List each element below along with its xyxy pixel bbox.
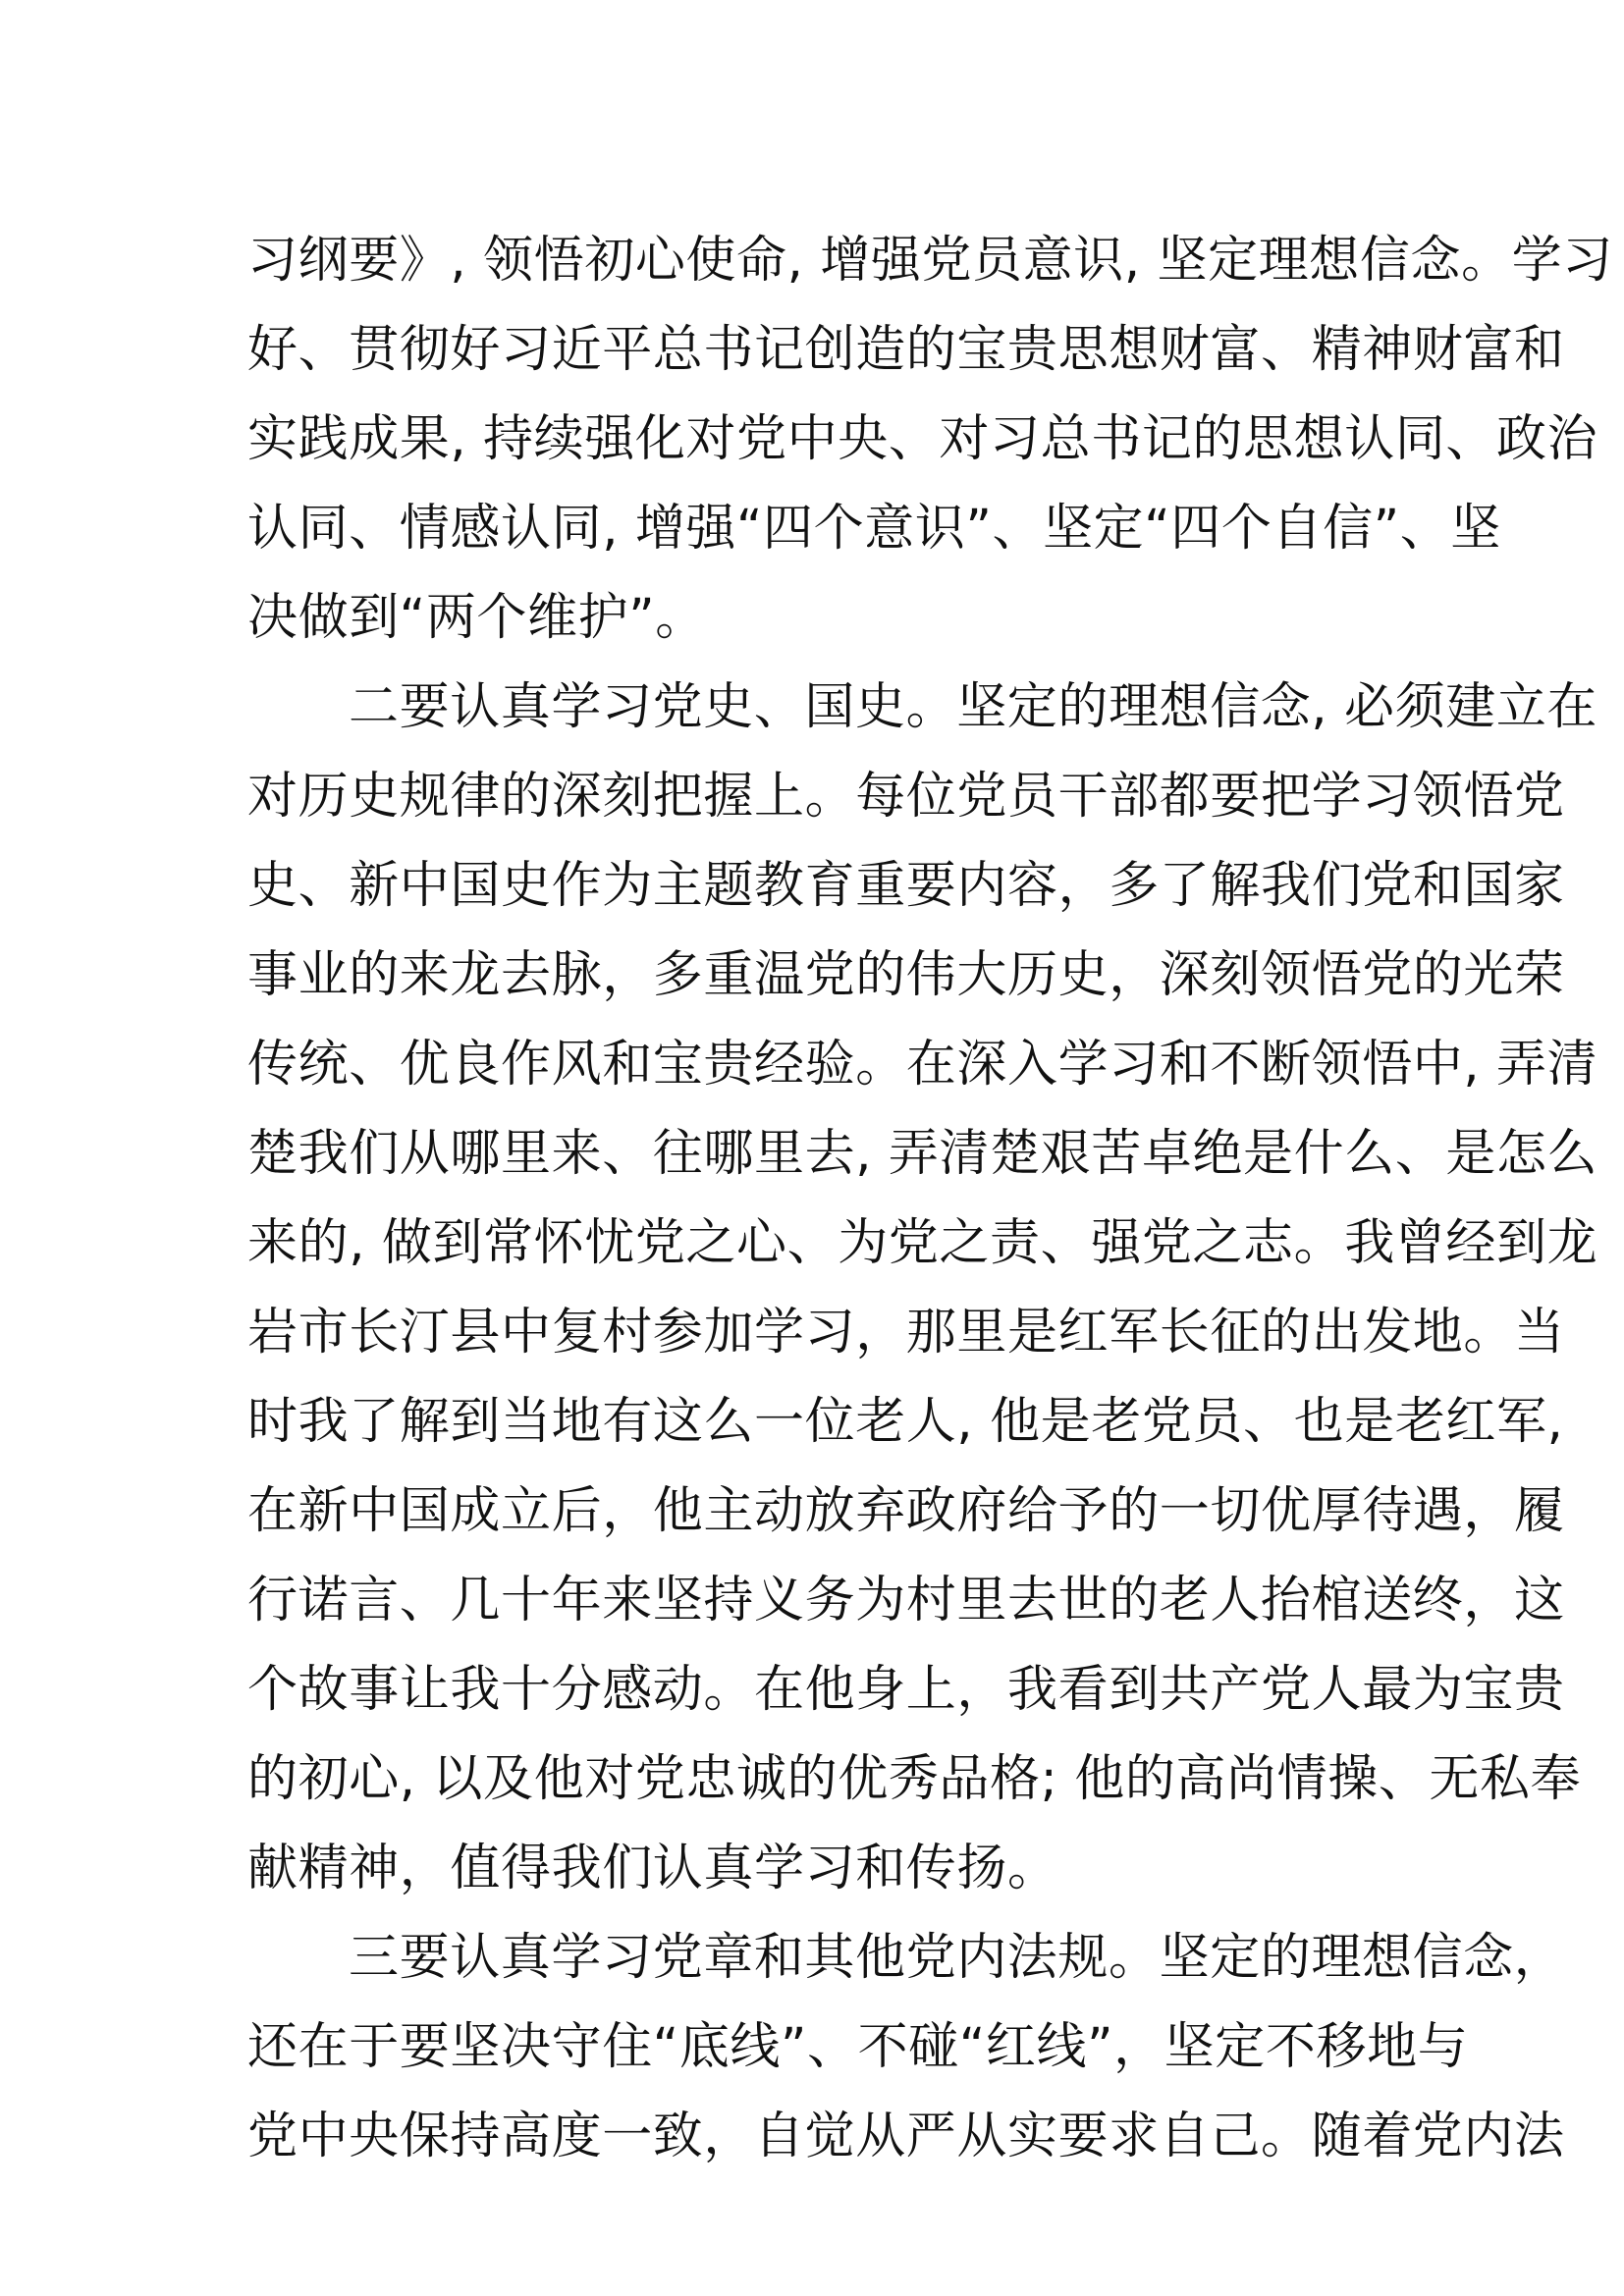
text-line: 个故事让我十分感动。在他身上，我看到共产党人最为宝贵 — [247, 1661, 1565, 1719]
paragraph-party-constitution — [247, 1913, 1565, 2181]
text-line: 实践成果, 持续强化对党中央、对习总书记的思想认同、政治 — [247, 410, 1598, 468]
text-line: 的初心, 以及他对党忠诚的优秀品格; 他的高尚情操、无私奉 — [247, 1750, 1582, 1808]
text-line: 行诺言、几十年来坚持义务为村里去世的老人抬棺送终，这 — [247, 1572, 1565, 1629]
text-line: 史、新中国史作为主题教育重要内容，多了解我们党和国家 — [247, 857, 1565, 915]
text-line: 好、贯彻好习近平总书记创造的宝贵思想财富、精神财富和 — [247, 321, 1565, 379]
text-line: 习纲要》, 领悟初心使命, 增强党员意识, 坚定理想信念。学习 — [247, 232, 1613, 290]
text-line: 决做到“两个维护”。 — [247, 589, 706, 647]
paragraph-party-history — [247, 663, 1598, 1913]
text-line: 认同、情感认同, 增强“四个意识”、坚定“四个自信”、坚 — [247, 500, 1501, 558]
paragraph-continued — [247, 216, 1613, 663]
text-line: 还在于要坚决守住“底线”、不碰“红线”，坚定不移地与 — [247, 2018, 1469, 2076]
text-line: 在新中国成立后，他主动放弃政府给予的一切优厚待遇，履 — [247, 1482, 1565, 1540]
text-line: 岩市长汀县中复村参加学习，那里是红军长征的出发地。当 — [247, 1304, 1565, 1362]
text-line: 对历史规律的深刻把握上。每位党员干部都要把学习领悟党 — [247, 768, 1565, 826]
text-line: 事业的来龙去脉，多重温党的伟大历史，深刻领悟党的光荣 — [247, 946, 1565, 1004]
body-text — [247, 216, 1613, 2181]
text-line: 三要认真学习党章和其他党内法规。坚定的理想信念， — [349, 1929, 1565, 1987]
text-line: 时我了解到当地有这么一位老人, 他是老党员、也是老红军, — [247, 1393, 1564, 1451]
text-line: 楚我们从哪里来、往哪里去, 弄清楚艰苦卓绝是什么、是怎么 — [247, 1125, 1598, 1183]
text-line: 二要认真学习党史、国史。坚定的理想信念, 必须建立在 — [349, 678, 1598, 736]
text-line: 传统、优良作风和宝贵经验。在深入学习和不断领悟中, 弄清 — [247, 1036, 1598, 1094]
text-line: 党中央保持高度一致，自觉从严从实要求自己。随着党内法 — [247, 2108, 1565, 2165]
text-line: 献精神，值得我们认真学习和传扬。 — [247, 1840, 1058, 1897]
text-line: 来的, 做到常怀忧党之心、为党之责、强党之志。我曾经到龙 — [247, 1214, 1598, 1272]
